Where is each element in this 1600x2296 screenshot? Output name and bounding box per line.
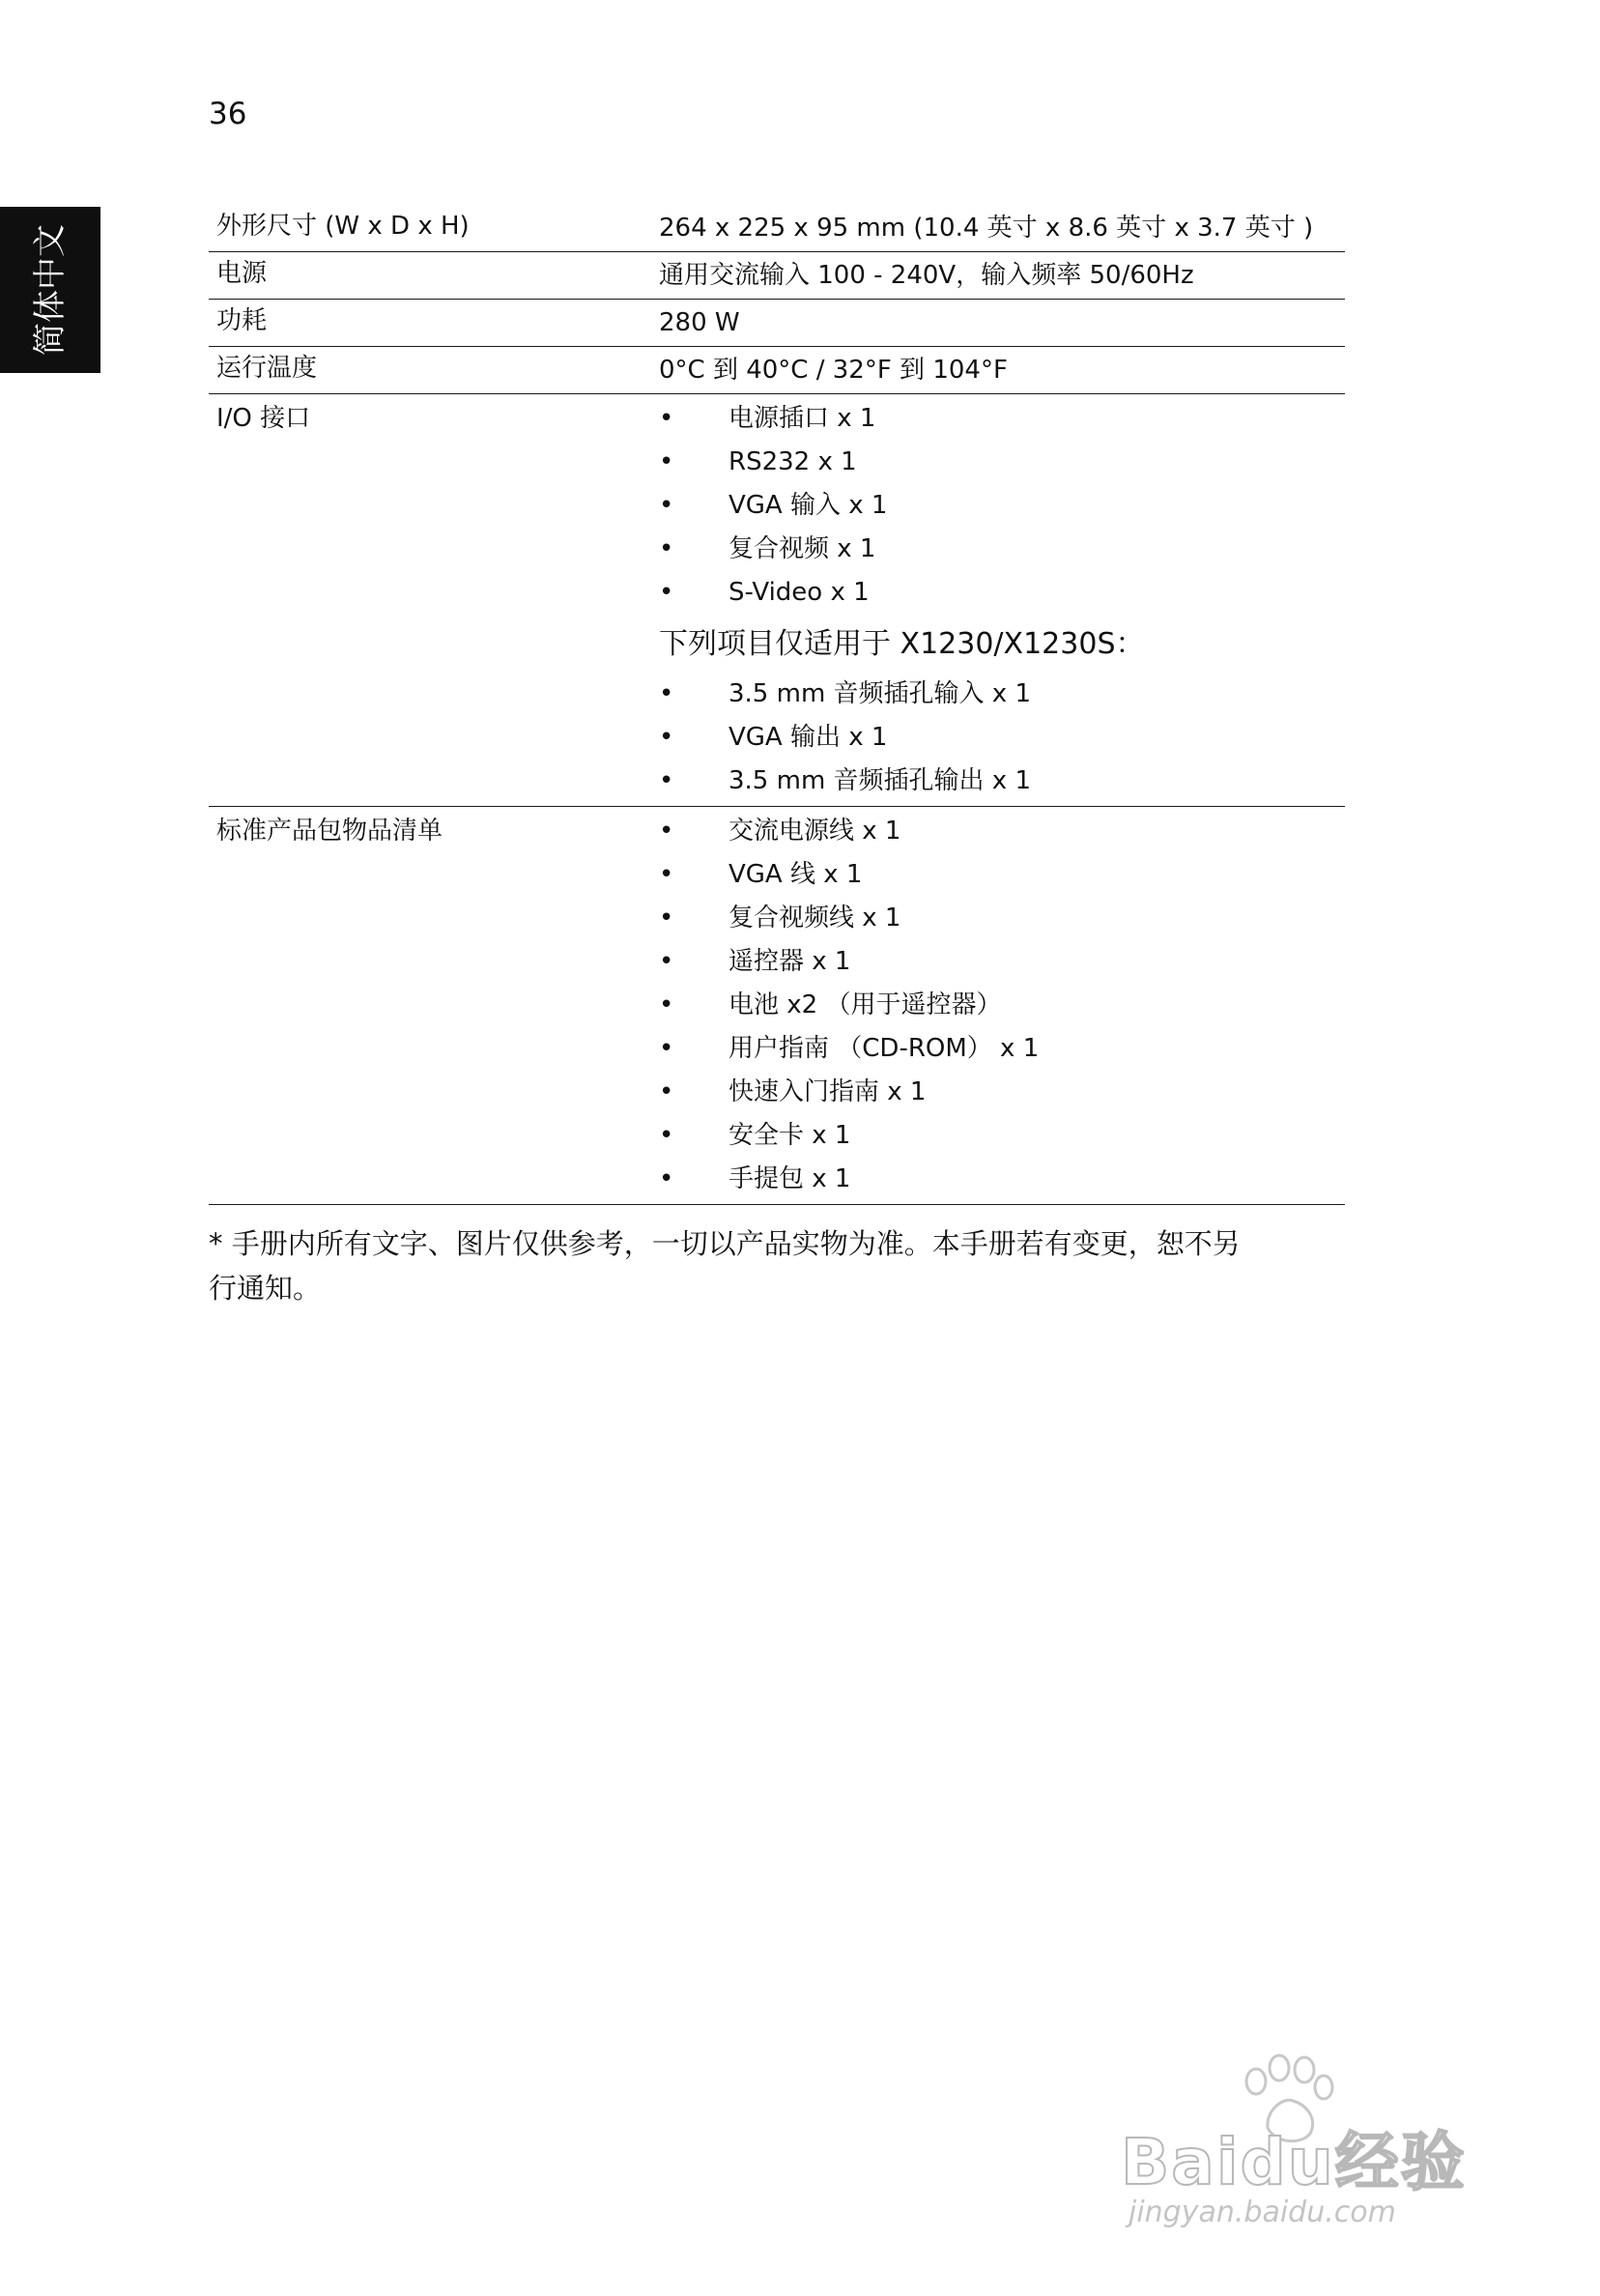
list-item-text: 交流电源线 x 1: [729, 817, 901, 846]
spec-label-temperature: 运行温度: [216, 354, 318, 383]
list-item-text: VGA 输入 x 1: [729, 491, 888, 520]
list-item: [659, 1028, 1345, 1072]
list-item: [659, 572, 1345, 616]
spec-row-temperature: [209, 347, 1345, 394]
list-item-text: S-Video x 1: [729, 578, 870, 607]
list-item: [659, 941, 1345, 985]
list-item: [659, 854, 1345, 898]
spec-value-package: [659, 807, 1345, 1204]
list-item: [659, 442, 1345, 485]
spec-row-power: [209, 252, 1345, 300]
page-number: 36: [209, 97, 247, 131]
watermark-url: jingyan.baidu.com: [1129, 2196, 1396, 2229]
list-item: [659, 674, 1345, 717]
list-item-text: 手提包 x 1: [729, 1164, 851, 1193]
bullet-icon: •: [659, 947, 674, 976]
bullet-icon: •: [659, 578, 674, 607]
spec-table: [209, 205, 1345, 1205]
spec-row-io: [209, 394, 1345, 807]
list-item-text: 安全卡 x 1: [729, 1121, 851, 1150]
list-item-text: RS232 x 1: [729, 447, 857, 476]
bullet-icon: •: [659, 1077, 674, 1106]
list-item: [659, 529, 1345, 572]
spec-value-io: [659, 394, 1345, 806]
bullet-icon: •: [659, 817, 674, 846]
list-item-text: 快速入门指南 x 1: [729, 1077, 927, 1106]
list-item: [659, 898, 1345, 941]
spec-label-power: 电源: [216, 259, 268, 288]
bullet-icon: •: [659, 679, 674, 708]
bullet-icon: •: [659, 1034, 674, 1063]
language-side-tab-label: 简体中文: [31, 224, 70, 356]
bullet-icon: •: [659, 990, 674, 1019]
footnote: [209, 1221, 1349, 1310]
bullet-icon: •: [659, 723, 674, 752]
list-item: [659, 811, 1345, 854]
bullet-icon: •: [659, 491, 674, 520]
list-item-text: VGA 输出 x 1: [729, 723, 888, 752]
list-item-text: 遥控器 x 1: [729, 947, 851, 976]
list-item-text: 电源插口 x 1: [729, 404, 876, 433]
list-item: [659, 761, 1345, 804]
spec-row-package: [209, 807, 1345, 1205]
spec-value-dimensions: 264 x 225 x 95 mm (10.4 英寸 x 8.6 英寸 x 3.7 英寸 ): [659, 214, 1314, 243]
list-item: [659, 1115, 1345, 1159]
spec-label-io: I/O 接口: [216, 404, 311, 433]
bullet-icon: •: [659, 766, 674, 795]
list-item: [659, 1159, 1345, 1202]
list-item-text: 3.5 mm 音频插孔输出 x 1: [729, 766, 1031, 795]
spec-row-dimensions: [209, 205, 1345, 252]
list-item-text: 用户指南 （CD-ROM） x 1: [729, 1034, 1040, 1063]
baidu-watermark: [1121, 2052, 1507, 2246]
list-item-text: 复合视频 x 1: [729, 534, 876, 563]
spec-label-consumption: 功耗: [216, 306, 268, 335]
watermark-brand: Baidu经验: [1121, 2125, 1467, 2199]
list-item-text: 复合视频线 x 1: [729, 904, 901, 933]
list-item: [659, 398, 1345, 442]
io-model-subheading: 下列项目仅适用于 X1230/X1230S：: [659, 627, 1145, 661]
spec-value-power: 通用交流输入 100 - 240V，输入频率 50/60Hz: [659, 261, 1194, 290]
list-item-text: VGA 线 x 1: [729, 860, 863, 889]
bullet-icon: •: [659, 447, 674, 476]
list-item: [659, 985, 1345, 1028]
list-item: [659, 717, 1345, 761]
spec-value-consumption: 280 W: [659, 308, 740, 337]
list-item: [659, 1072, 1345, 1115]
spec-value-temperature: 0°C 到 40°C / 32°F 到 104°F: [659, 356, 1008, 385]
footnote-line-1: * 手册内所有文字、图片仅供参考，一切以产品实物为准。本手册若有变更，恕不另: [209, 1227, 1241, 1260]
bullet-icon: •: [659, 534, 674, 563]
list-item: [659, 485, 1345, 529]
language-side-tab: [0, 207, 100, 373]
bullet-icon: •: [659, 1164, 674, 1193]
bullet-icon: •: [659, 860, 674, 889]
bullet-icon: •: [659, 1121, 674, 1150]
footnote-line-2: 行通知。: [209, 1272, 322, 1305]
spec-label-package: 标准产品包物品清单: [216, 817, 443, 846]
list-item-text: 3.5 mm 音频插孔输入 x 1: [729, 679, 1031, 708]
list-item-text: 电池 x2 （用于遥控器）: [729, 990, 1002, 1019]
bullet-icon: •: [659, 404, 674, 433]
bullet-icon: •: [659, 904, 674, 933]
spec-label-dimensions: 外形尺寸 (W x D x H): [216, 212, 470, 241]
spec-row-consumption: [209, 300, 1345, 347]
